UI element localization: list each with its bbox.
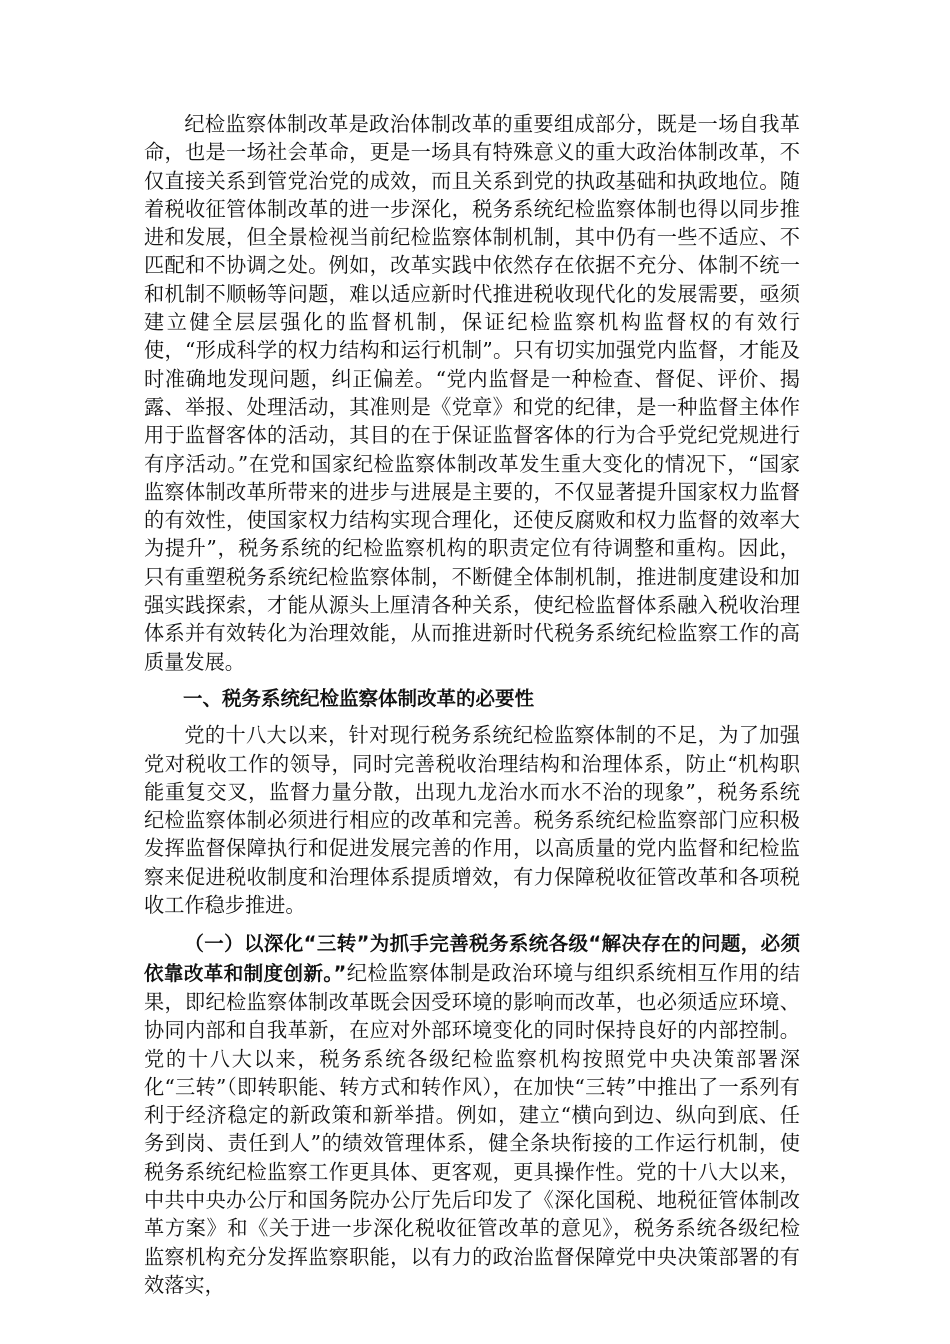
subsection-body: 纪检监察体制是政治环境与组织系统相互作用的结果，即纪检监察体制改革既会因受环境的影响而改革，也必须适应环境、协同内部和自我革新，在应对外部环境变化的同时保持良好的内部控制。党的十八大以来，税务系统各级纪检监察机构按照党中央决策部署深化“三转”（即转职能、转方式和转作风），在加快“三转”中推出了一系列有利于经济稳定的新政策和新举措。例如，建立“横向到边、纵向到底、任务到岗、责任到人”的绩效管理体系，健全条块衔接的工作运行机制，使税务系统纪检监察工作更具体、更客观，更具操作性。党的十八大以来，中共中央办公厅和国务院办公厅先后印发了《深化国税、地税征管体制改革方案》和《关于进一步深化税收征管改革的意见》，税务系统各级纪检监察机构充分发挥监察职能，以有力的政治监督保障党中央决策部署的有效落实， <box>144 960 800 1297</box>
subsection-paragraph <box>144 929 800 1299</box>
intro-paragraph: 纪检监察体制改革是政治体制改革的重要组成部分，既是一场自我革命，也是一场社会革命，更是一场具有特殊意义的重大政治体制改革，不仅直接关系到管党治党的成效，而且关系到党的执政基础和执政地位。随着税收征管体制改革的进一步深化，税务系统纪检监察体制也得以同步推进和发展，但全景检视当前纪检监察体制机制，其中仍有一些不适应、不匹配和不协调之处。例如，改革实践中依然存在依据不充分、体制不统一和机制不顺畅等问题，难以适应新时代推进税收现代化的发展需要，亟须建立健全层层强化的监督机制，保证纪检监察机构监督权的有效行使，“形成科学的权力结构和运行机制”。只有切实加强党内监督，才能及时准确地发现问题，纠正偏差。“党内监督是一种检查、督促、评价、揭露、举报、处理活动，其准则是《党章》和党的纪律，是一种监督主体作用于监督客体的活动，其目的在于保证监督客体的行为合乎党纪党规进行有序活动。”在党和国家纪检监察体制改革发生重大变化的情况下，“国家监察体制改革所带来的进步与进展是主要的，不仅显著提升国家权力监督的有效性，使国家权力结构实现合理化，还使反腐败和权力监督的效率大为提升”，税务系统的纪检监察机构的职责定位有待调整和重构。因此，只有重塑税务系统纪检监察体制，不断健全体制机制，推进制度建设和加强实践探索，才能从源头上厘清各种关系，使纪检监督体系融入税收治理体系并有效转化为治理效能，从而推进新时代税务系统纪检监察工作的高质量发展。 <box>144 112 800 674</box>
subsection-heading: （一）以深化“三转”为抓手完善税务系统各级“解决存在的问题，必须依靠改革和制度创新。” <box>144 932 800 985</box>
section-heading: 一、税务系统纪检监察体制改革的必要性 <box>183 686 535 710</box>
necessity-paragraph: 党的十八大以来，针对现行税务系统纪检监察体制的不足，为了加强党对税收工作的领导，同时完善税收治理结构和治理体系，防止“机构职能重复交叉，监督力量分散，出现九龙治水而水不治的现象”，税务系统纪检监察体制必须进行相应的改革和完善。税务系统纪检监察部门应积极发挥监督保障执行和促进发展完善的作用，以高质量的党内监督和纪检监察来促进税收制度和治理体系提质增效，有力保障税收征管改革和各项税收工作稳步推进。 <box>144 723 800 918</box>
paragraph-spacer <box>144 919 800 929</box>
document-page <box>144 110 800 1299</box>
